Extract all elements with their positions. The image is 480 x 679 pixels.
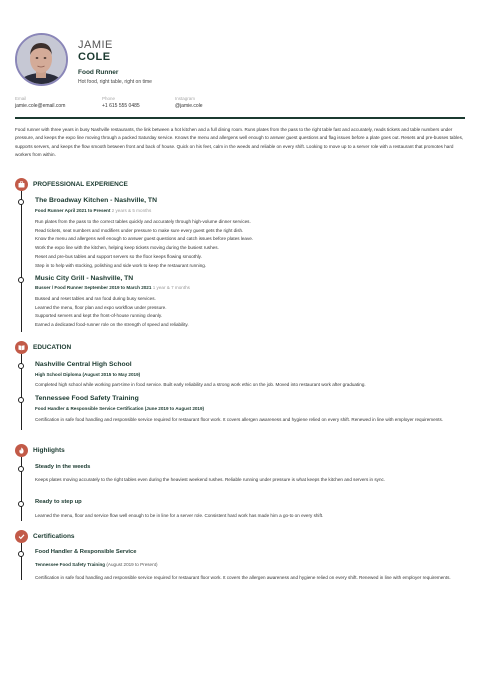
experience-role-dates [35,208,151,213]
education-title: Tennessee Food Safety Training [35,395,139,402]
timeline-dot [18,363,24,369]
instagram-value[interactable]: @jamie.cole [175,103,203,109]
highlights-heading: Highlights [33,446,65,454]
experience-timeline [21,191,22,332]
summary: Food runner with three years in busy Nashville restaurants, the link between a hot kitchen and a full dining room. Runs plates from the pass to the right table fast and accurately, reads tickets and table numbers under pressure, and keeps the expo line moving through a packed Saturday service. Knows the menu and allergens well enough to answer guest questions and flag issues before a plate goes out. Resets and pre-busses tables, supports servers, and keeps the flow smooth between front and back of house. Quick on his feet, calm in the weeds and reliable on every shift. Looking to move up to a server role with a restaurant that promotes hard workers from within. [15,127,464,157]
bullet: Run plates from the pass to the correct tables quickly and accurately through high-volume dinner services. [35,219,251,224]
experience-heading: PROFESSIONAL EXPERIENCE [33,180,128,188]
flame-icon [15,444,28,457]
email-value[interactable]: jamie.cole@email.com [15,103,66,109]
highlight-text: Learned the menu, floor and service flow well enough to be in line for a server role. Consistent hard work has made him a go-to on every shift. [35,513,324,518]
experience-bullets [35,295,465,330]
contact-email[interactable] [15,96,65,109]
bullet: Reset and pre-bus tables and support servers so the floor keeps flowing smoothly. [35,253,202,259]
experience-bullets [35,218,465,270]
highlight-title: Ready to step up [35,499,82,505]
highlight-title: Steady in the weeds [35,464,91,470]
bullet: Bussed and reset tables and ran food during busy services. [35,296,156,301]
header-divider [15,117,465,119]
education-sub: Food Handler & Responsible Service Certification (June 2019 to August 2019) [35,406,205,411]
contact-label: Instagram [175,96,196,101]
education-sub: High School Diploma (August 2015 to May 2019) [35,372,141,377]
book-icon [15,341,28,354]
checkmark-icon [15,530,28,543]
timeline-dot [18,551,24,557]
role-dates: Food Runner April 2021 to Present [35,208,111,213]
name-block [78,39,152,85]
certification-issuer-date [35,562,157,567]
bullet: Know the menu and allergens well enough to answer guest questions and catch issues before plates leave. [35,236,254,242]
phone-value[interactable]: +1 615 555 0485 [102,103,140,109]
first-name: JAMIE [78,39,113,51]
certifications-timeline [21,543,22,580]
bullet: Supported servers and kept the front-of-house running cleanly. [35,313,163,319]
tagline: Hot food, right table, right on time [78,79,152,85]
bullet: Learned the menu, floor plan and expo workflow under pressure. [35,304,167,310]
experience-role-dates [35,285,190,290]
briefcase-icon [15,178,28,191]
bullet: Read tickets, seat numbers and modifiers under pressure to make sure every guest gets the right dish. [35,227,244,233]
highlight-text: Keeps plates moving accurately to the right tables even during the heaviest weekend rushes. Reliable running under pressure is what keeps the kitchen and servers in sync. [35,477,386,482]
timeline-dot [18,277,24,283]
last-name: COLE [78,51,111,63]
contact-instagram[interactable] [175,96,203,109]
contact-label: Phone [102,96,116,101]
education-text: Completed high school while working part-time in food service. Built early reliability and a strong work ethic on the job. Moved into restaurant work after graduating. [35,382,366,387]
resume-header [15,33,465,87]
timeline-dot [18,501,24,507]
bullet: Work the expo line with the kitchen, helping keep tickets moving during the busiest rushes. [35,245,219,251]
contact-phone[interactable] [102,96,140,109]
certifications-heading: Certifications [33,532,75,540]
experience-title: Music City Grill - Nashville, TN [35,275,134,282]
education-text: Certification in safe food handling and responsible service required for restaurant floor work. It covers allergen awareness and hygiene relied on every shift. Renewed in line with employer requirements. [35,417,444,422]
education-title: Nashville Central High School [35,361,132,368]
timeline-dot [18,199,24,205]
education-heading: EDUCATION [33,343,72,351]
certification-text: Certification in safe food handling and responsible service required for restaurant floor work. It covers the allergen awareness and hygiene relied on every shift. Renewed in line with employer requirements. [35,575,451,580]
duration: 1 year & 7 months [152,285,190,290]
job-title: Food Runner [78,69,119,76]
contact-row [15,96,465,116]
timeline-dot [18,397,24,403]
certification-issuer: Tennessee Food Safety Training [35,562,106,567]
bullet: Earned a dedicated food-runner role on the strength of speed and reliability. [35,322,189,328]
bullet: Step in to help with stocking, polishing and side work to keep the restaurant running. [35,262,207,268]
certification-title: Food Handler & Responsible Service [35,549,137,555]
avatar [15,33,68,86]
profile-photo [17,35,66,84]
contact-label: Email [15,96,27,101]
timeline-dot [18,466,24,472]
experience-title: The Broadway Kitchen - Nashville, TN [35,197,157,204]
duration: 2 years & 5 months [111,208,152,213]
role-dates: Busser / Food Runner September 2019 to March 2021 [35,285,152,290]
certification-date: (August 2019 to Present) [106,562,158,567]
